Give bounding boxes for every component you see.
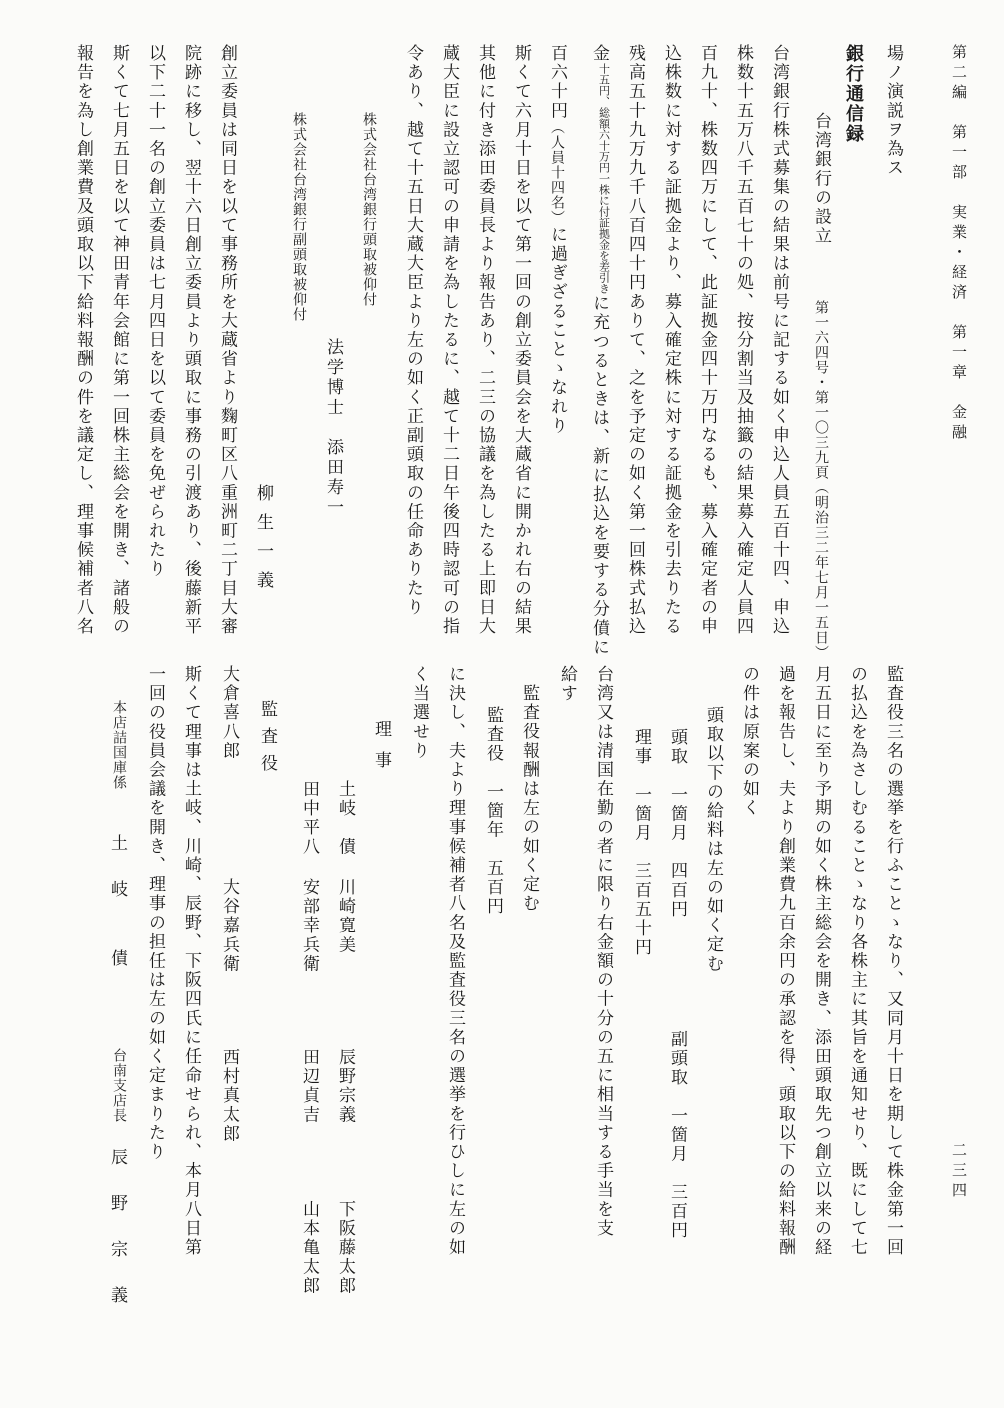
paragraph-2-line-1: 斯くて六月十日を以て第一回の創立委員会を大蔵省に開かれ右の結果 [511,44,531,637]
paragraph-5-line-2: 給す [557,665,577,704]
line-7-note: （人員十四名） [549,120,565,226]
line-6-tail: に充つるときは、新に払込を要する分僨に [589,294,609,658]
appointment-1-title: 株式会社台湾銀行頭取被仰付 [361,112,377,307]
inline-note [598,63,610,294]
paragraph-2-line-2: 其他に付き添田委員長より報告あり、二三の協議を為したる上即日大 [475,44,495,637]
director-2: 川崎寛美 [335,878,355,955]
inline-note-b: 十五円、総額六十万円 [597,63,611,174]
auditor-intro: 監査役報酬は左の如く定む [519,684,539,914]
line-7-tail: に過ぎざることゝなれり [547,225,567,436]
auditor-3: 西村真太郎 [219,1048,239,1144]
salary-director: 理事 一箇月 三百五十円 [631,728,651,958]
director-8: 山本亀太郎 [299,1200,319,1296]
director-7: 田辺貞吉 [299,1048,319,1125]
auditors-heading: 監査役 [257,700,277,781]
paragraph-3-line-3: 以下二十一名の創立委員は七月四日を以て委員を免ぜられたり [145,44,165,579]
paragraph-5-line-1: 台湾又は清国在勤の者に限り右金額の十分の五に相当する手当を支 [593,665,613,1238]
director-5: 田中平八 [299,780,319,857]
auditor-2: 大谷嘉兵衛 [219,878,239,974]
directors-heading: 理事 [371,720,391,782]
paragraph-1-line-7 [548,44,565,436]
paragraph-2-line-4: 令あり、越て十五日大蔵大臣より左の如く正副頭取の任命ありたり [403,44,423,617]
paragraph-6-line-2: く当選せり [409,665,429,761]
paragraph-1-line-2: 株数十五万八千五百七十の処、按分割当及抽籤の結果募入確定人員四 [733,44,753,637]
paragraph-3-line-4: 斯くて七月五日を以て神田青年会館に第一回株主総会を開き、諸般の [109,44,129,637]
paragraph-6-line-1: に決し、夫より理事候補者八名及監査役三名の選挙を行ひしに左の如 [445,665,465,1258]
role-1-title: 本店詰国庫係 [111,700,127,790]
paragraph-3-line-2: 院跡に移し、翌十六日創立委員より頭取に事務の引渡あり、後藤新平 [181,44,201,637]
section-title: 銀行通信録 [843,44,864,145]
paragraph-4-line-1: 監査役三名の選挙を行ふことゝなり、又同月十日を期して株金第一回 [883,665,903,1258]
director-3: 辰野宗義 [335,1048,355,1125]
role-1-name: 土 岐 債 [107,834,127,972]
paragraph-1-line-3: 百九十、株数四万にして、此証拠金四十万円なるも、募入確定者の申 [697,44,717,637]
salary-vice-president: 副頭取 一箇月 三百円 [667,1030,687,1241]
closing-line-prev-article: 場ノ演説ヲ為ス [883,44,903,178]
auditor-salary: 監査役 一箇年 五百円 [483,706,503,917]
paragraph-1-line-4: 込株数に対する証拠金より、募入確定株に対する証拠金を引去りたる [661,44,681,637]
paragraph-1-line-1: 台湾銀行株式募集の結果は前号に記する如く申込人員五百十四、申込 [769,44,789,637]
auditor-1: 大倉喜八郎 [219,665,239,761]
director-4: 下阪藤太郎 [335,1200,355,1296]
paragraph-3-line-5: 報告を為し創業費及頭取以下給料報酬の件を議定し、理事候補者八名 [73,44,93,637]
paragraph-1-line-5: 残高五十九万九千八百四十円ありて、之を予定の如く第一回株式払込 [625,44,645,637]
line-7-head: 百六十円 [547,44,567,121]
paragraph-3-line-1: 創立委員は同日を以て事務所を大蔵省より麴町区八重洲町二丁目大審 [217,44,237,637]
inline-note-a: 一株に付証拠金を差引き [597,173,611,295]
director-6: 安部幸兵衛 [299,878,319,974]
paragraph-4-line-5: の件は原案の如く [739,665,759,818]
role-2-title: 台南支店長 [111,1048,127,1123]
paragraph-4-line-2: の払込を為さしむることゝなり各株主に其旨を通知せり、既にして七 [847,665,867,1258]
paragraph-1-line-6 [590,44,610,657]
paragraph-4-line-4: 過を報告し、夫より創業費九百余円の承認を得、頭取以下の給料報酬 [775,665,795,1258]
paragraph-7-line-2: 一回の役員会議を開き、理事の担任は左の如く定まりたり [145,665,165,1162]
running-header: 第二編 第一部 実業・経済 第一章 金融 [950,44,968,444]
appointment-1-name: 法学博士 添田寿一 [323,338,343,518]
salary-president: 頭取 一箇月 四百円 [667,728,687,919]
citation: 第一六四号・第一〇三九頁（明治三二年七月一五日） [813,300,829,660]
director-1: 土岐 債 [335,780,355,857]
paragraph-2-line-3: 蔵大臣に設立認可の申請を為したるに、越て十二日午後四時認可の指 [439,44,459,637]
salary-intro: 頭取以下の給料は左の如く定む [703,706,723,974]
role-2-name: 辰 野 宗 義 [107,1148,127,1309]
appointment-2-name: 柳生一義 [253,484,273,600]
subsection-title: 台湾銀行の設立 [811,112,831,246]
paragraph-4-line-3: 月五日に至り予期の如く株主総会を開き、添田頭取先つ創立以来の経 [811,665,831,1258]
paragraph-7-line-1: 斯くて理事は土岐、川崎、辰野、下阪四氏に任命せられ、本月八日第 [181,665,201,1258]
appointment-2-title: 株式会社台湾銀行副頭取被仰付 [291,112,307,322]
line-6-head: 金 [589,44,609,64]
page-number: 二三四 [950,1142,968,1202]
